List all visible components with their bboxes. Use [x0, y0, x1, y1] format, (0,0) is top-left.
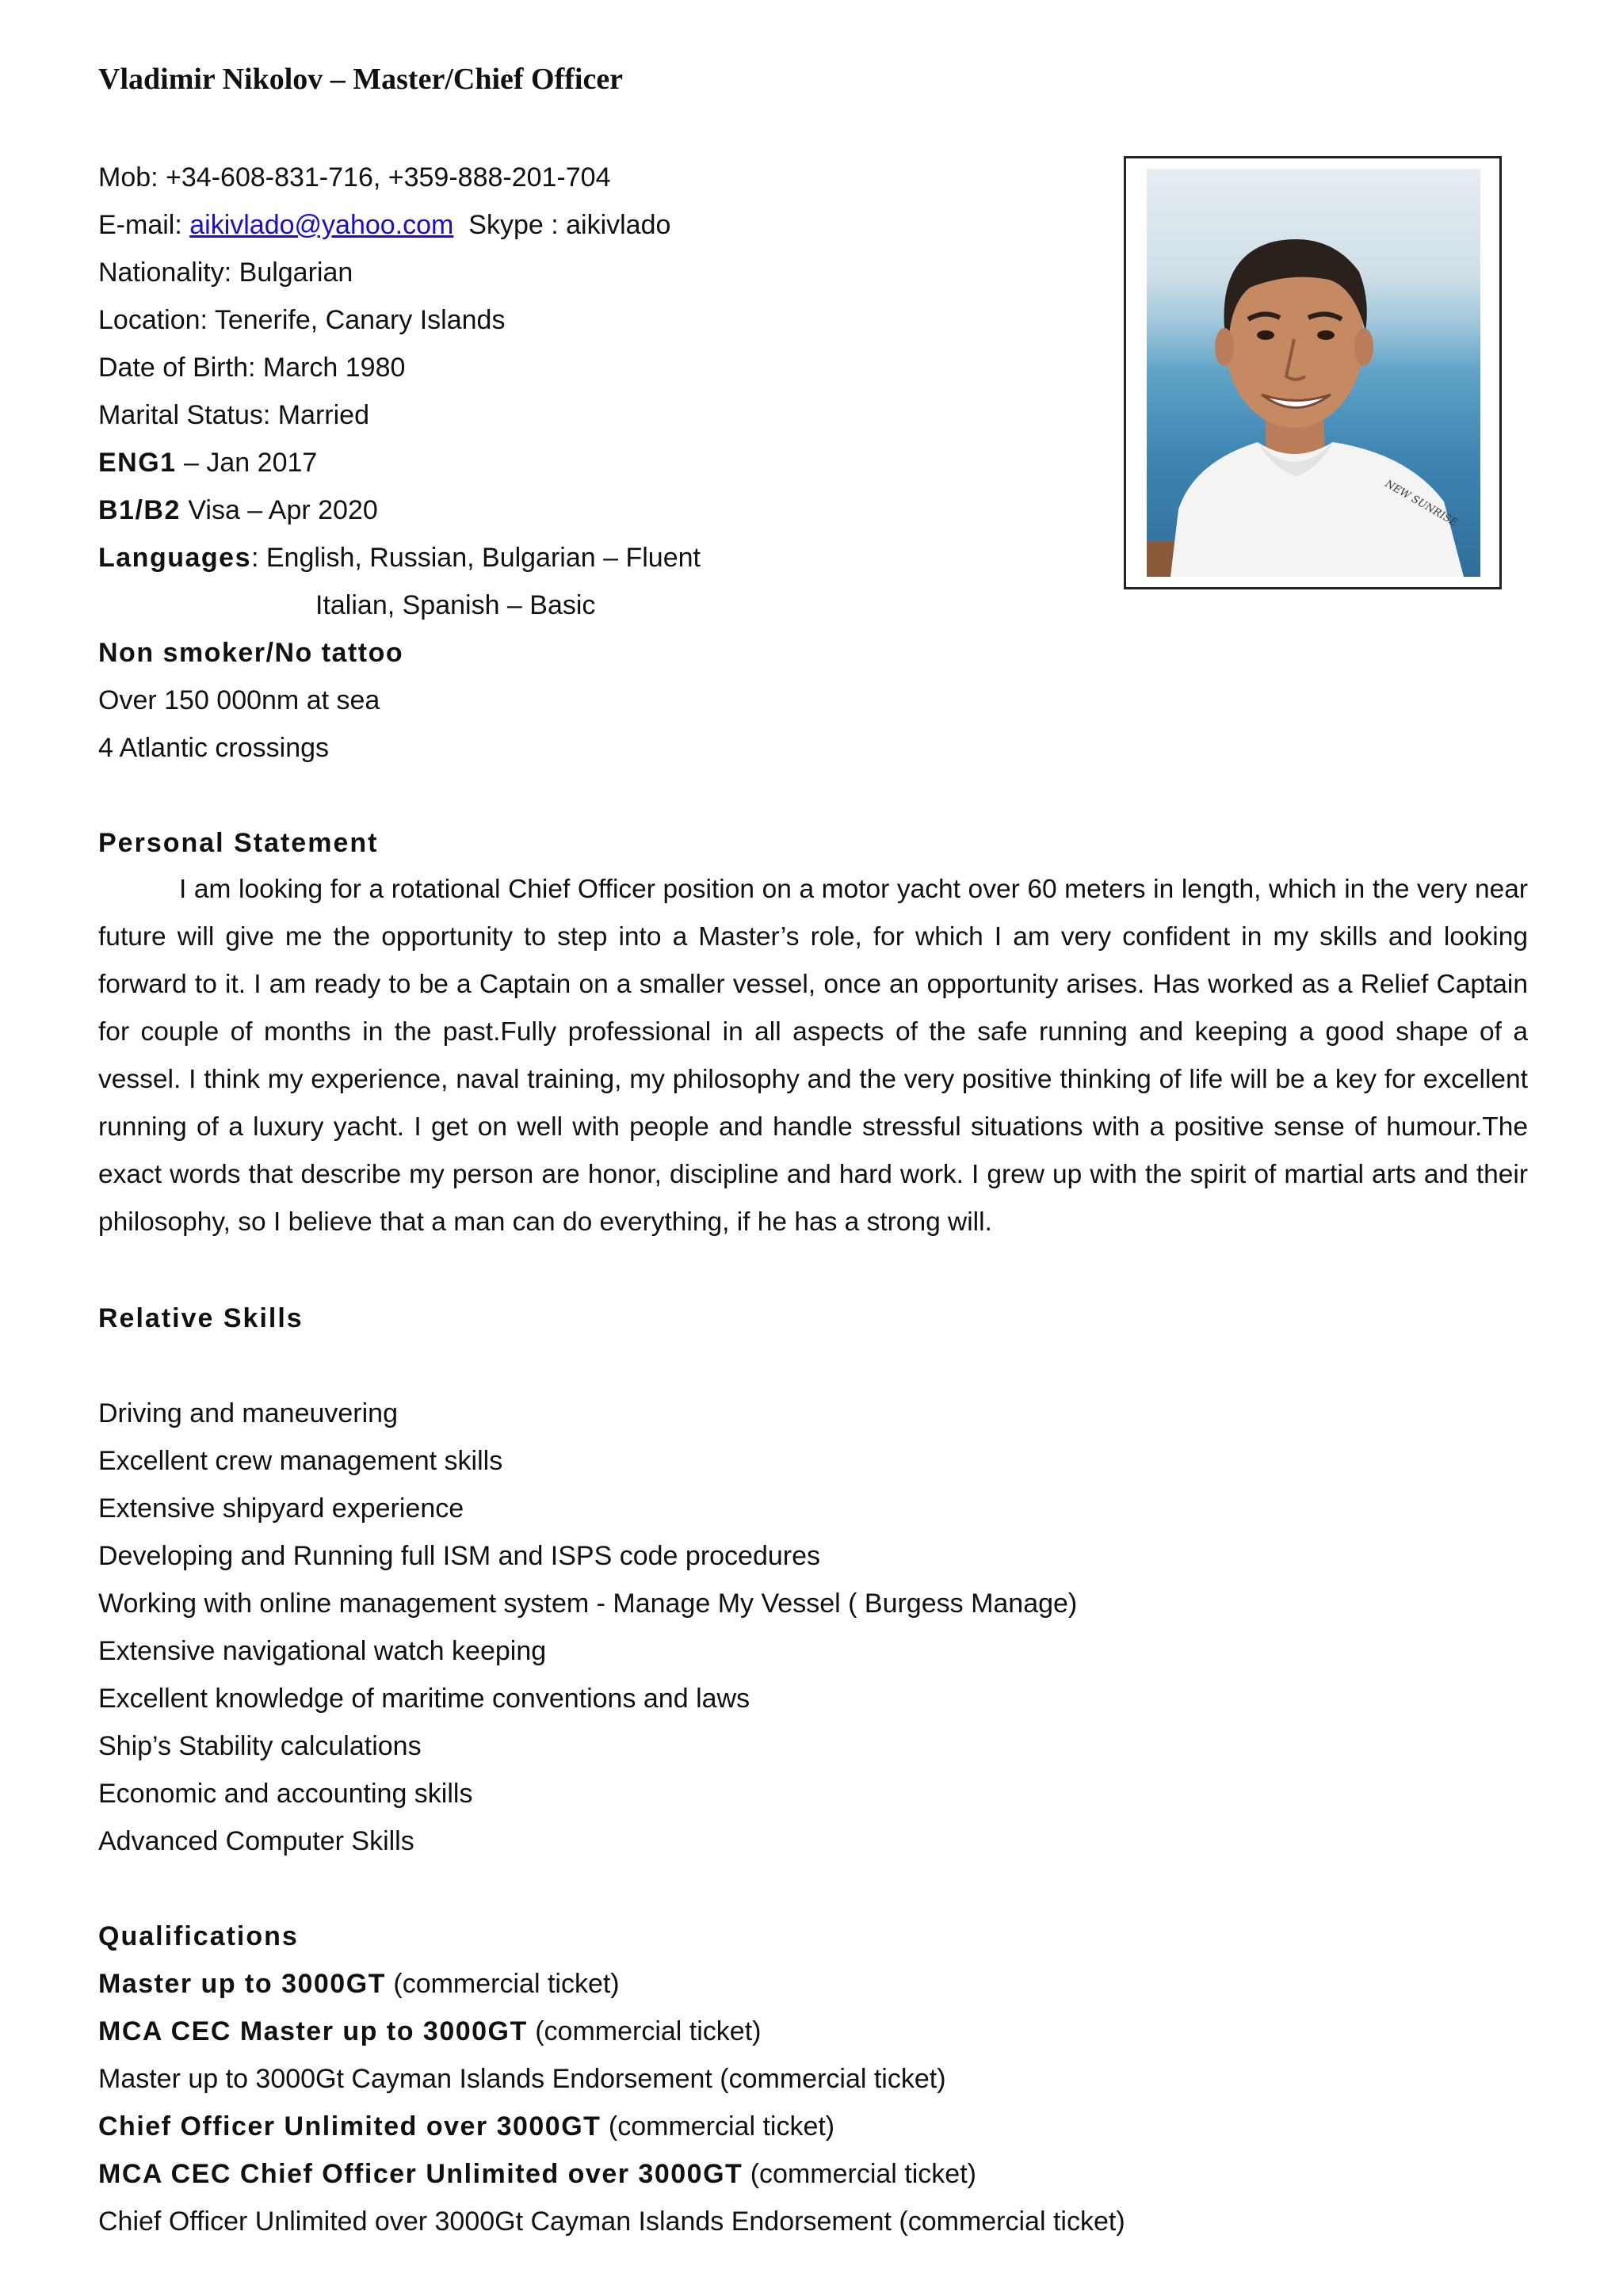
email-label: E-mail:: [98, 210, 190, 240]
skill-item: Economic and accounting skills: [98, 1779, 473, 1809]
qualification-note: Master up to 3000Gt Cayman Islands Endorsement (commercial ticket): [98, 2064, 946, 2094]
qualification-title: MCA CEC Master up to 3000GT: [98, 2016, 528, 2046]
visa-line: [98, 494, 378, 526]
qualification-item: [98, 2111, 834, 2142]
email-line: [98, 209, 670, 241]
personal-statement-text: I am looking for a rotational Chief Officer position on a motor yacht over 60 meters in length, which in the very near future will give me the opportunity to step into a Master’s role, for which I am very confident in my skills and looking forward to it. I am ready to be a Captain on a smaller vessel, once an opportunity arises. Has worked as a Relief Captain for couple of months in the past.Fully professional in all aspects of the safe running and keeping a good shape of a vessel. I think my experience, naval training, my philosophy and the very positive thinking of life will be a key for excellent running of a luxury yacht. I get on well with people and handle stressful situations with a positive sense of humour.The exact words that describe my person are honor, discipline and hard work. I grew up with the spirit of martial arts and their philosophy, so I believe that a man can do everything, if he has a strong will.: [98, 875, 1528, 1237]
qualification-note: (commercial ticket): [743, 2159, 976, 2189]
languages-line-2: Italian, Spanish – Basic: [315, 590, 596, 620]
skype-text: Skype : aikivlado: [468, 210, 671, 240]
profile-photo: [1147, 169, 1480, 577]
qualification-item: [98, 2206, 1125, 2237]
skill-item: Ship’s Stability calculations: [98, 1731, 422, 1761]
skill-item: Working with online management system - Manage My Vessel ( Burgess Manage): [98, 1589, 1078, 1619]
visa-value: Visa – Apr 2020: [180, 495, 378, 525]
non-smoker-line: Non smoker/No tattoo: [98, 638, 404, 668]
qualification-item: [98, 2158, 976, 2190]
skill-item: Driving and maneuvering: [98, 1398, 398, 1428]
profile-photo-frame: [1124, 156, 1502, 589]
location-line: Location: Tenerife, Canary Islands: [98, 305, 506, 335]
ear-left-shape: [1215, 328, 1234, 366]
mobile-line: Mob: +34-608-831-716, +359-888-201-704: [98, 162, 611, 193]
eye-right-shape: [1317, 330, 1335, 340]
shirt-logo-text: NEW SUNRISE: [1383, 478, 1460, 529]
qualifications-heading: Qualifications: [98, 1921, 299, 1951]
languages-line: [98, 542, 701, 574]
skill-item: Developing and Running full ISM and ISPS code procedures: [98, 1541, 821, 1571]
eye-left-shape: [1257, 330, 1274, 340]
skill-item: Extensive shipyard experience: [98, 1493, 464, 1524]
crossings-line: 4 Atlantic crossings: [98, 733, 330, 763]
eng1-line: [98, 447, 317, 479]
qualification-item: [98, 2063, 946, 2095]
personal-statement-heading: Personal Statement: [98, 828, 379, 858]
qualification-note: (commercial ticket): [385, 1969, 620, 1999]
languages-label: Languages: [98, 543, 251, 573]
ear-right-shape: [1354, 328, 1373, 366]
eng1-value: – Jan 2017: [176, 448, 318, 478]
page-title: Vladimir Nikolov – Master/Chief Officer: [98, 63, 624, 96]
skill-item: Advanced Computer Skills: [98, 1826, 414, 1856]
qualification-note: Chief Officer Unlimited over 3000Gt Cayman Islands Endorsement (commercial ticket): [98, 2206, 1125, 2237]
nationality-line: Nationality: Bulgarian: [98, 257, 353, 288]
languages-value: : English, Russian, Bulgarian – Fluent: [250, 543, 701, 573]
qualification-note: (commercial ticket): [601, 2111, 835, 2142]
qualification-title: Chief Officer Unlimited over 3000GT: [98, 2111, 601, 2142]
qualification-title: MCA CEC Chief Officer Unlimited over 3000GT: [98, 2159, 743, 2189]
qualification-item: [98, 1968, 620, 2000]
eng1-label: ENG1: [98, 448, 177, 478]
qualification-title: Master up to 3000GT: [98, 1969, 386, 1999]
skill-item: Extensive navigational watch keeping: [98, 1636, 547, 1666]
email-link[interactable]: aikivlado@yahoo.com: [189, 210, 454, 240]
dob-line: Date of Birth: March 1980: [98, 353, 406, 383]
skills-heading: Relative Skills: [98, 1303, 304, 1333]
visa-label: B1/B2: [98, 495, 181, 525]
marital-line: Marital Status: Married: [98, 400, 369, 430]
skill-item: Excellent crew management skills: [98, 1446, 503, 1476]
sea-miles-line: Over 150 000nm at sea: [98, 685, 380, 715]
qualification-item: [98, 2016, 761, 2047]
portrait-illustration: [1147, 169, 1480, 577]
qualification-note: (commercial ticket): [527, 2016, 762, 2046]
skill-item: Excellent knowledge of maritime conventions and laws: [98, 1684, 750, 1714]
